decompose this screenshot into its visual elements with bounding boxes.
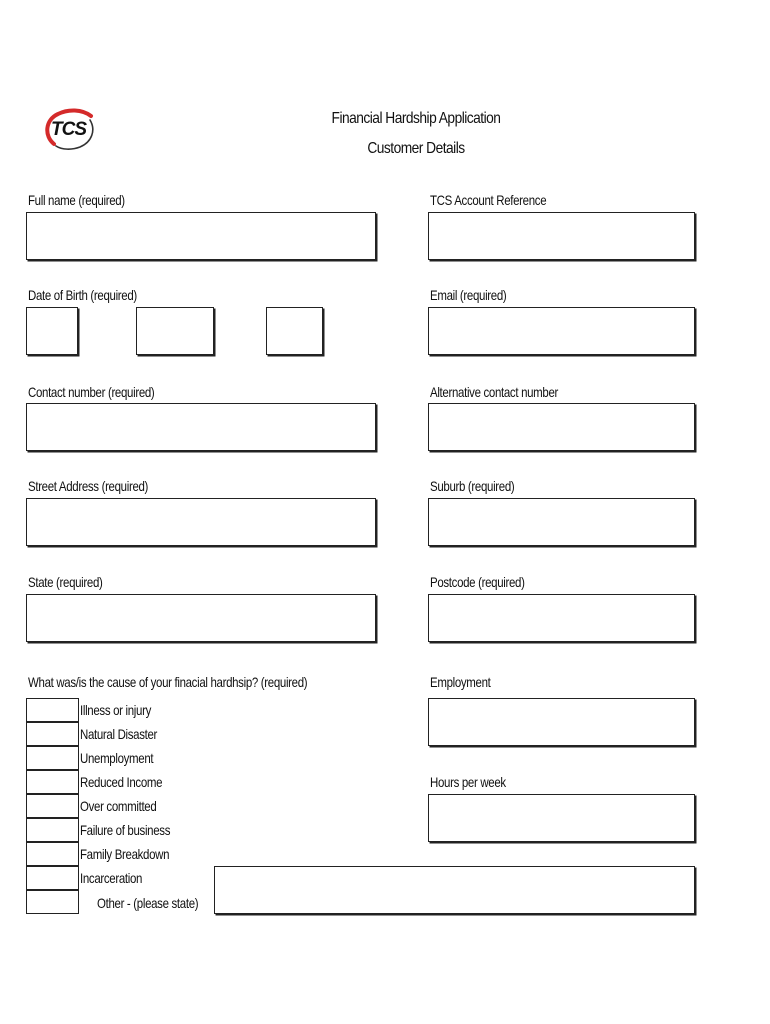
contact-number-label: Contact number (required) xyxy=(28,384,155,400)
option-label: Natural Disaster xyxy=(80,726,158,742)
natural-disaster-checkbox[interactable] xyxy=(26,722,79,746)
postcode-label: Postcode (required) xyxy=(430,574,525,590)
other-checkbox[interactable] xyxy=(26,890,79,914)
email-field[interactable] xyxy=(428,307,695,355)
dob-year-field[interactable] xyxy=(266,307,323,355)
hours-per-week-field[interactable] xyxy=(428,794,695,842)
full-name-label: Full name (required) xyxy=(28,192,125,208)
state-label: State (required) xyxy=(28,574,103,590)
full-name-field[interactable] xyxy=(26,212,376,260)
email-label: Email (required) xyxy=(430,287,507,303)
reduced-income-checkbox[interactable] xyxy=(26,770,79,794)
employment-label: Employment xyxy=(430,674,491,690)
account-reference-label: TCS Account Reference xyxy=(430,192,547,208)
state-field[interactable] xyxy=(26,594,376,642)
hours-per-week-label: Hours per week xyxy=(430,774,506,790)
option-label: Family Breakdown xyxy=(80,846,170,862)
account-reference-field[interactable] xyxy=(428,212,695,260)
over-committed-checkbox[interactable] xyxy=(26,794,79,818)
tcs-logo-text: TCS xyxy=(51,119,86,140)
street-address-label: Street Address (required) xyxy=(28,478,149,494)
alt-contact-label: Alternative contact number xyxy=(430,384,559,400)
option-label: Other - (please state) xyxy=(97,895,199,911)
postcode-field[interactable] xyxy=(428,594,695,642)
option-label: Reduced Income xyxy=(80,774,163,790)
form-title: Financial Hardship Application xyxy=(331,110,501,127)
option-label: Failure of business xyxy=(80,822,171,838)
employment-field[interactable] xyxy=(428,698,695,746)
illness-checkbox[interactable] xyxy=(26,698,79,722)
suburb-field[interactable] xyxy=(428,498,695,546)
tcs-logo xyxy=(42,106,98,154)
incarceration-checkbox[interactable] xyxy=(26,866,79,890)
unemployment-checkbox[interactable] xyxy=(26,746,79,770)
option-label: Illness or injury xyxy=(80,702,151,718)
family-breakdown-checkbox[interactable] xyxy=(26,842,79,866)
dob-day-field[interactable] xyxy=(26,307,78,355)
option-label: Incarceration xyxy=(80,870,143,886)
other-reason-field[interactable] xyxy=(214,866,695,914)
hardship-question: What was/is the cause of your finacial hardhsip? (required) xyxy=(28,674,308,690)
alt-contact-field[interactable] xyxy=(428,403,695,451)
option-label: Unemployment xyxy=(80,750,154,766)
street-address-field[interactable] xyxy=(26,498,376,546)
failure-of-business-checkbox[interactable] xyxy=(26,818,79,842)
dob-month-field[interactable] xyxy=(136,307,214,355)
suburb-label: Suburb (required) xyxy=(430,478,515,494)
dob-label: Date of Birth (required) xyxy=(28,287,137,303)
form-subtitle: Customer Details xyxy=(367,140,465,157)
contact-number-field[interactable] xyxy=(26,403,376,451)
option-label: Over committed xyxy=(80,798,157,814)
